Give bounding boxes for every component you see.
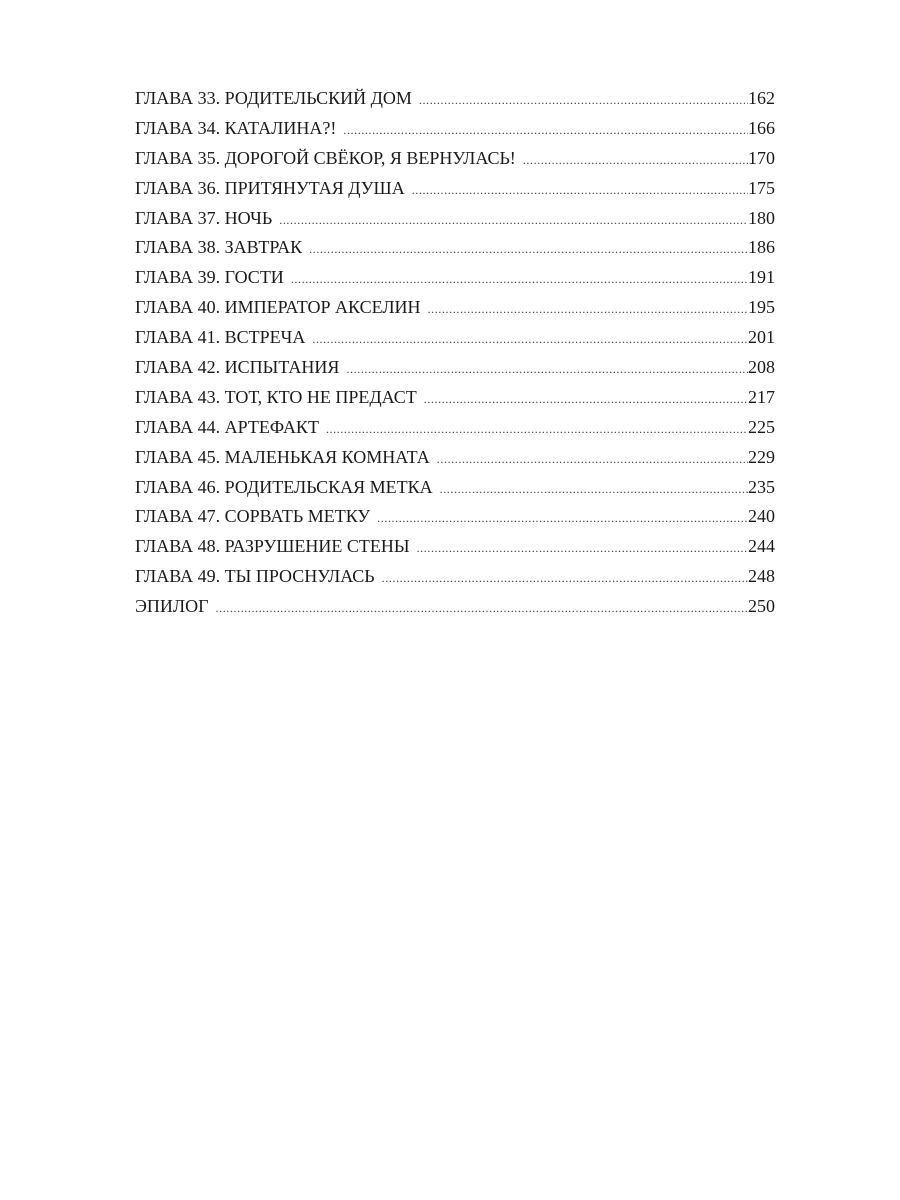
toc-entry — [135, 532, 775, 562]
toc-dot-leader — [312, 333, 748, 345]
toc-entry-title: ГЛАВА 34. КАТАЛИНА?! — [135, 117, 337, 138]
toc-entry — [135, 502, 775, 532]
toc-entry — [135, 323, 775, 353]
toc-entry-title: ГЛАВА 41. ВСТРЕЧА — [135, 327, 306, 348]
toc-entry-title: ГЛАВА 49. ТЫ ПРОСНУЛАСЬ — [135, 566, 375, 587]
toc-entry-title: ГЛАВА 42. ИСПЫТАНИЯ — [135, 357, 340, 378]
toc-entry — [135, 592, 775, 622]
toc-entry-page: 250 — [748, 596, 775, 617]
toc-dot-leader — [279, 214, 748, 226]
toc-dot-leader — [343, 124, 748, 136]
toc-dot-leader — [523, 154, 748, 166]
toc-entry — [135, 353, 775, 383]
toc-entry — [135, 114, 775, 144]
toc-entry — [135, 473, 775, 503]
toc-entry — [135, 174, 775, 204]
toc-entry — [135, 233, 775, 263]
toc-dot-leader — [440, 483, 748, 495]
toc-dot-leader — [419, 94, 748, 106]
toc-entry-title: ГЛАВА 47. СОРВАТЬ МЕТКУ — [135, 506, 371, 527]
toc-entry-title: ГЛАВА 43. ТОТ, КТО НЕ ПРЕДАСТ — [135, 386, 417, 407]
toc-entry-page: 244 — [748, 536, 775, 557]
toc-entry-title: ГЛАВА 48. РАЗРУШЕНИЕ СТЕНЫ — [135, 536, 410, 557]
toc-dot-leader — [216, 602, 749, 614]
toc-entry-title: ГЛАВА 40. ИМПЕРАТОР АКСЕЛИН — [135, 297, 421, 318]
toc-entry-title: ГЛАВА 44. АРТЕФАКТ — [135, 416, 319, 437]
toc-entry-title: ГЛАВА 46. РОДИТЕЛЬСКАЯ МЕТКА — [135, 476, 433, 497]
toc-entry-title: ГЛАВА 37. НОЧЬ — [135, 207, 273, 228]
toc-dot-leader — [382, 572, 748, 584]
toc-entry-page: 162 — [748, 88, 775, 108]
toc-dot-leader — [377, 512, 748, 524]
toc-entry-title: ГЛАВА 45. МАЛЕНЬКАЯ КОМНАТА — [135, 446, 430, 467]
toc-dot-leader — [417, 542, 748, 554]
toc-entry — [135, 562, 775, 592]
toc-dot-leader — [291, 273, 748, 285]
toc-entry-title: ГЛАВА 38. ЗАВТРАК — [135, 237, 303, 258]
toc-entry-page: 166 — [748, 117, 775, 138]
toc-entry — [135, 144, 775, 174]
toc-entry — [135, 443, 775, 473]
toc-dot-leader — [346, 363, 748, 375]
toc-entry-page: 217 — [748, 386, 775, 407]
toc-entry — [135, 204, 775, 234]
toc-dot-leader — [309, 243, 748, 255]
toc-entry-page: 225 — [748, 416, 775, 437]
toc-entry-page: 191 — [748, 267, 775, 288]
toc-entry-page: 248 — [748, 566, 775, 587]
toc-entry-page: 229 — [748, 446, 775, 467]
toc-entry-title: ГЛАВА 35. ДОРОГОЙ СВЁКОР, Я ВЕРНУЛАСЬ! — [135, 147, 516, 168]
toc-dot-leader — [326, 423, 748, 435]
toc-entry-page: 235 — [748, 476, 775, 497]
toc-entry — [135, 383, 775, 413]
toc-dot-leader — [437, 453, 748, 465]
toc-entry-page: 195 — [748, 297, 775, 318]
toc-entry — [135, 263, 775, 293]
toc-dot-leader — [428, 303, 748, 315]
toc-entry-page: 208 — [748, 357, 775, 378]
toc-entry-title: ГЛАВА 36. ПРИТЯНУТАЯ ДУША — [135, 177, 405, 198]
toc-entry-page: 175 — [748, 177, 775, 198]
toc-entry-page: 240 — [748, 506, 775, 527]
toc-entry-title: ГЛАВА 33. РОДИТЕЛЬСКИЙ ДОМ — [135, 88, 412, 108]
toc-entry-page: 170 — [748, 147, 775, 168]
toc-entry-page: 186 — [748, 237, 775, 258]
toc-entry — [135, 84, 775, 114]
toc-dot-leader — [412, 184, 748, 196]
toc-entry — [135, 413, 775, 443]
toc-entry — [135, 293, 775, 323]
table-of-contents — [135, 84, 775, 622]
toc-entry-page: 180 — [748, 207, 775, 228]
toc-dot-leader — [424, 393, 748, 405]
toc-entry-title: ЭПИЛОГ — [135, 596, 209, 617]
toc-entry-page: 201 — [748, 327, 775, 348]
toc-entry-title: ГЛАВА 39. ГОСТИ — [135, 267, 284, 288]
